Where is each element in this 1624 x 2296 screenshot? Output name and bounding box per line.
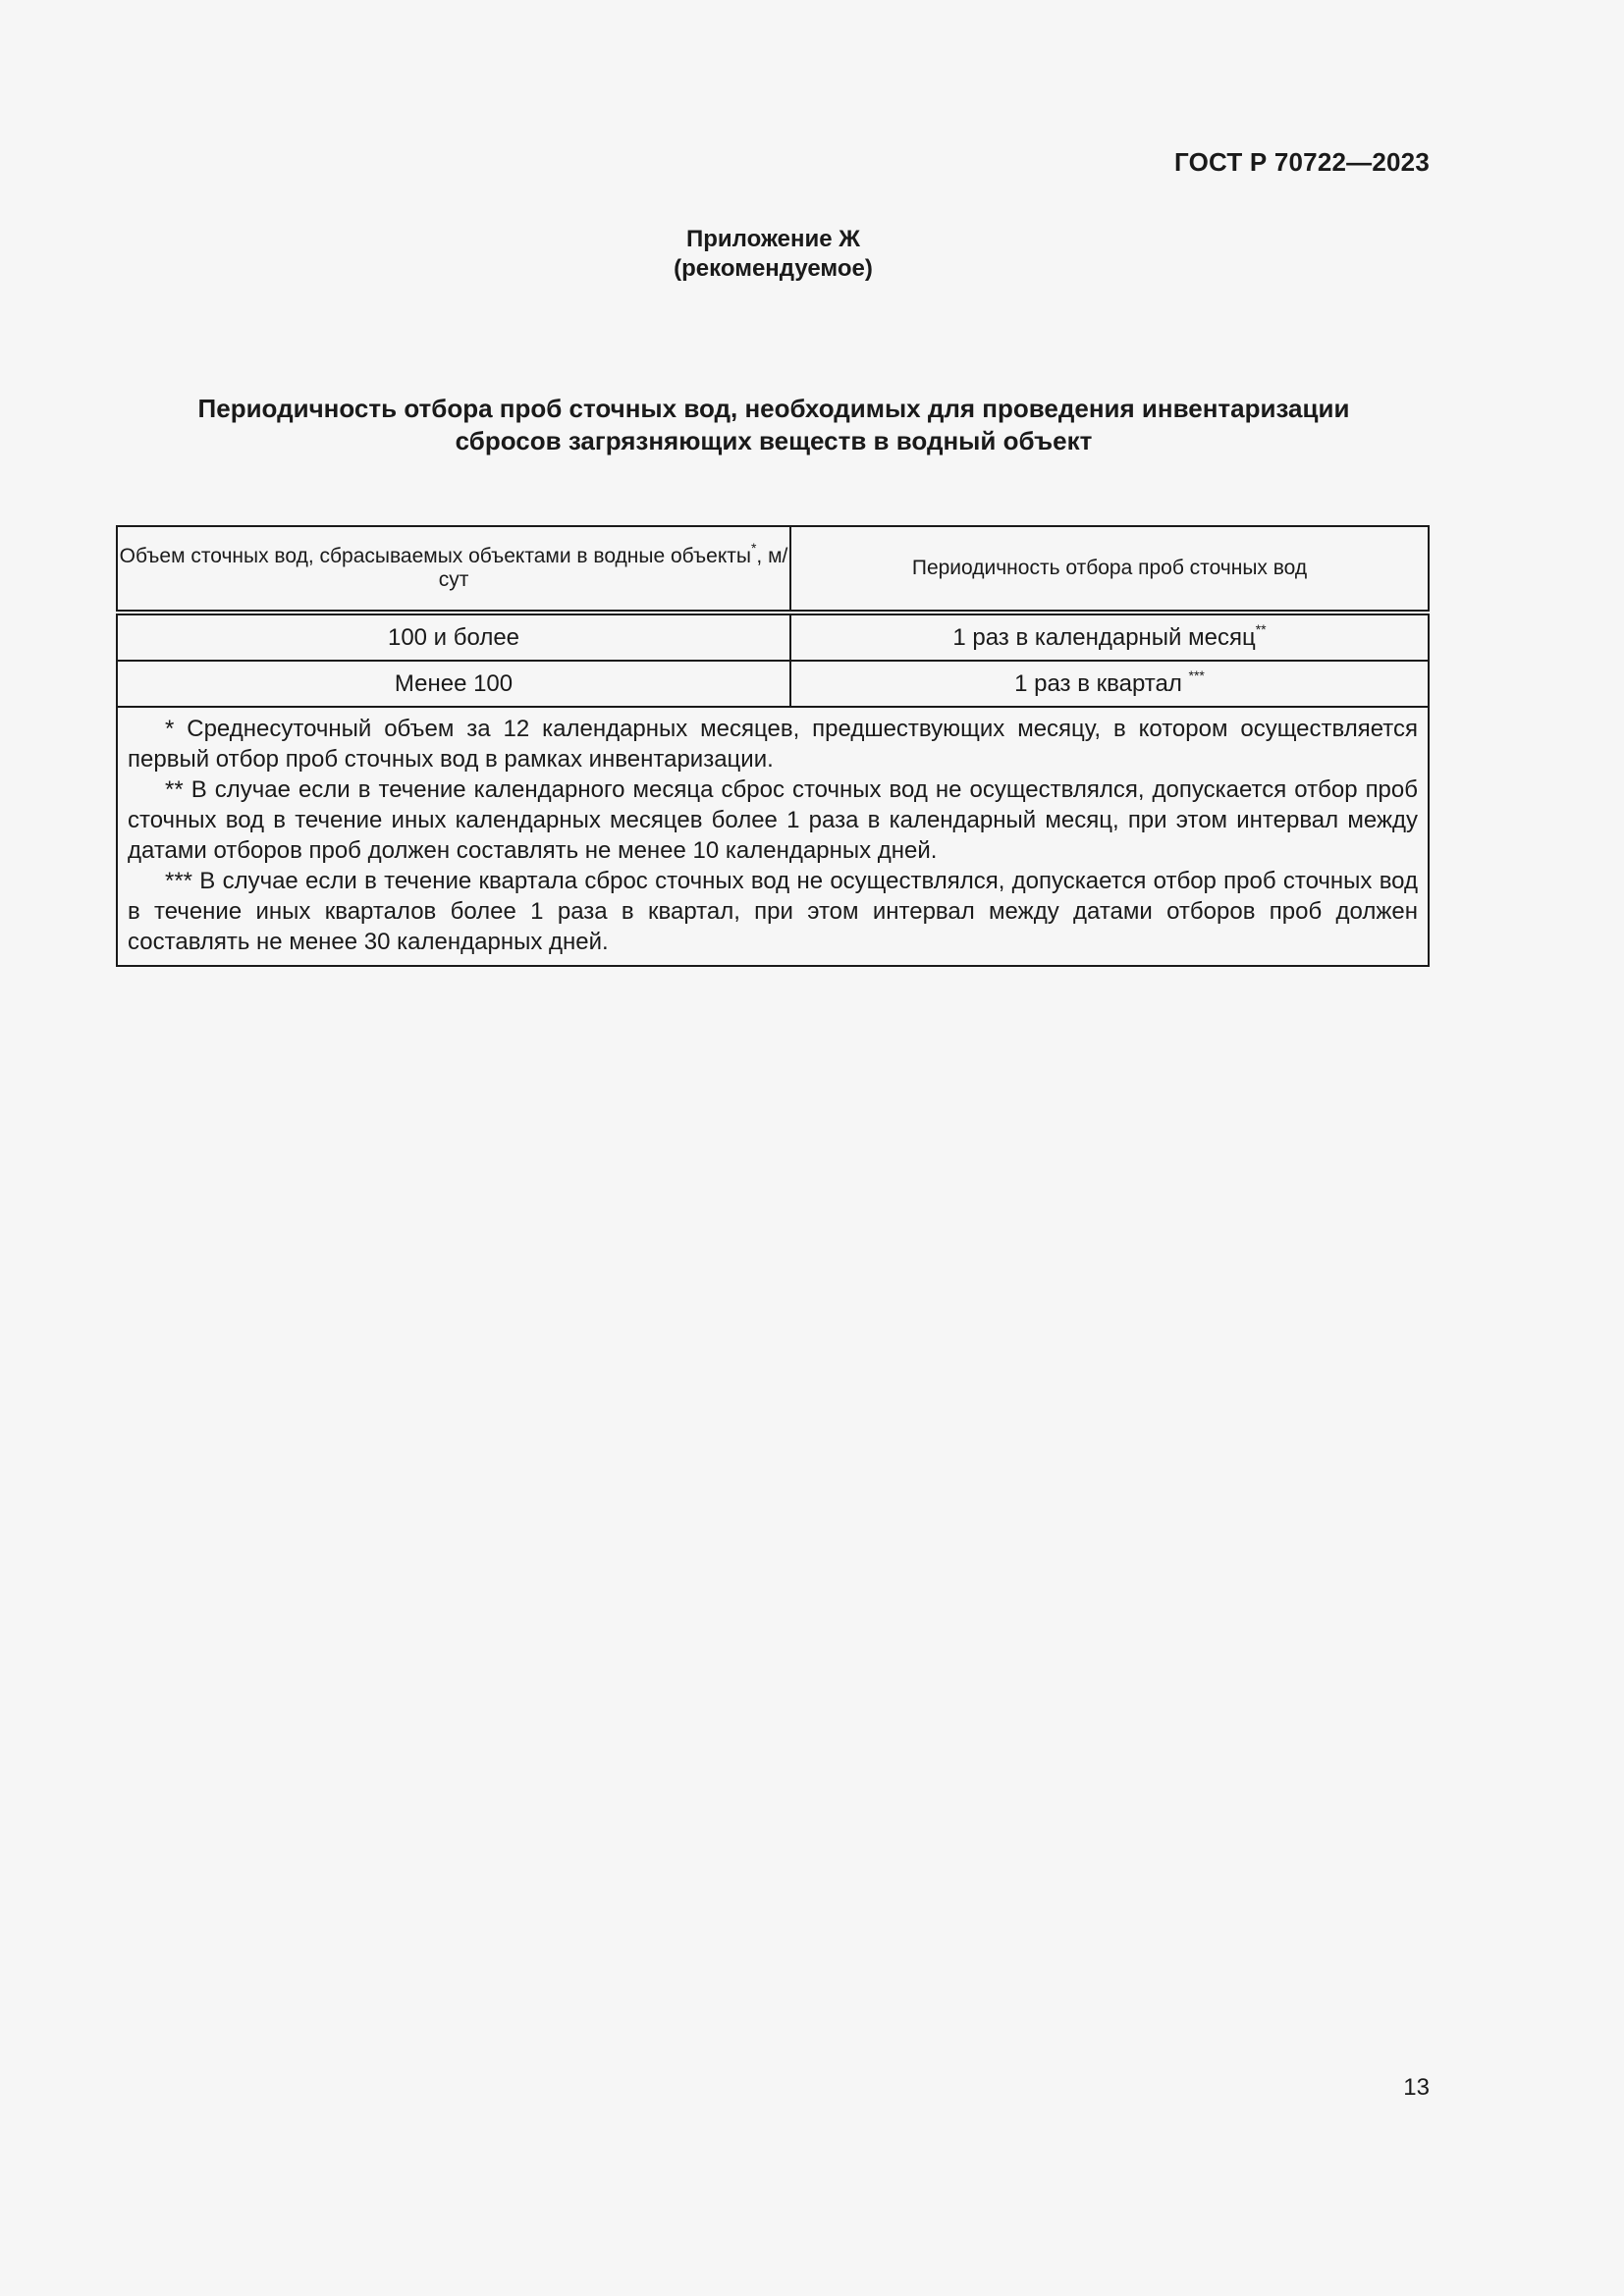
table-row <box>117 661 1429 707</box>
table-row <box>117 613 1429 661</box>
volume-cell: 100 и более <box>117 613 790 661</box>
frequency-footnote-mark: ** <box>1255 620 1267 637</box>
document-id: ГОСТ Р 70722—2023 <box>1174 147 1430 177</box>
frequency-cell <box>790 613 1429 661</box>
header-frequency: Периодичность отбора проб сточных вод <box>790 526 1429 613</box>
sampling-frequency-table-container <box>116 525 1430 967</box>
table-notes <box>117 707 1429 966</box>
header-volume-footnote-mark: * <box>750 540 757 556</box>
footnote-3: *** В случае если в течение квартала сброс сточных вод не осуществлялся, допускается отбор проб сточных вод в течение иных кварталов более 1 раза в квартал, при этом интервал между датами отборов проб должен составлять не менее 30 календарных дней. <box>128 868 1418 955</box>
sampling-frequency-table <box>116 525 1430 967</box>
table-header-row <box>117 526 1429 613</box>
header-volume-text: Объем сточных вод, сбрасываемых объектами в водные объекты <box>119 545 751 567</box>
table-notes-row <box>117 707 1429 966</box>
footnote-2: ** В случае если в течение календарного месяца сброс сточных вод не осуществлялся, допускается отбор проб сточных вод в течение иных календарных месяцев более 1 раза в календарный месяц, при этом интервал между датами отборов проб должен составлять не менее 10 календарных дней. <box>128 776 1418 864</box>
frequency-text: 1 раз в квартал <box>1014 669 1189 697</box>
appendix-status: (рекомендуемое) <box>674 255 873 282</box>
header-volume-unit: , м/сут <box>438 545 788 591</box>
footnote-1: * Среднесуточный объем за 12 календарных месяцев, предшествующих месяцу, в котором осуществляется первый отбор проб сточных вод в рамках инвентаризации. <box>128 716 1418 773</box>
section-title-line-1: Периодичность отбора проб сточных вод, необходимых для проведения инвентаризации <box>197 394 1350 423</box>
page-number: 13 <box>1403 2074 1430 2101</box>
appendix-heading <box>0 225 1546 284</box>
frequency-cell <box>790 661 1429 707</box>
volume-cell: Менее 100 <box>117 661 790 707</box>
header-volume <box>117 526 790 613</box>
frequency-text: 1 раз в календарный месяц <box>952 623 1256 651</box>
section-title <box>118 393 1430 457</box>
frequency-footnote-mark: *** <box>1188 667 1205 683</box>
section-title-line-2: сбросов загрязняющих веществ в водный объект <box>455 426 1093 455</box>
appendix-label: Приложение Ж <box>686 226 860 252</box>
